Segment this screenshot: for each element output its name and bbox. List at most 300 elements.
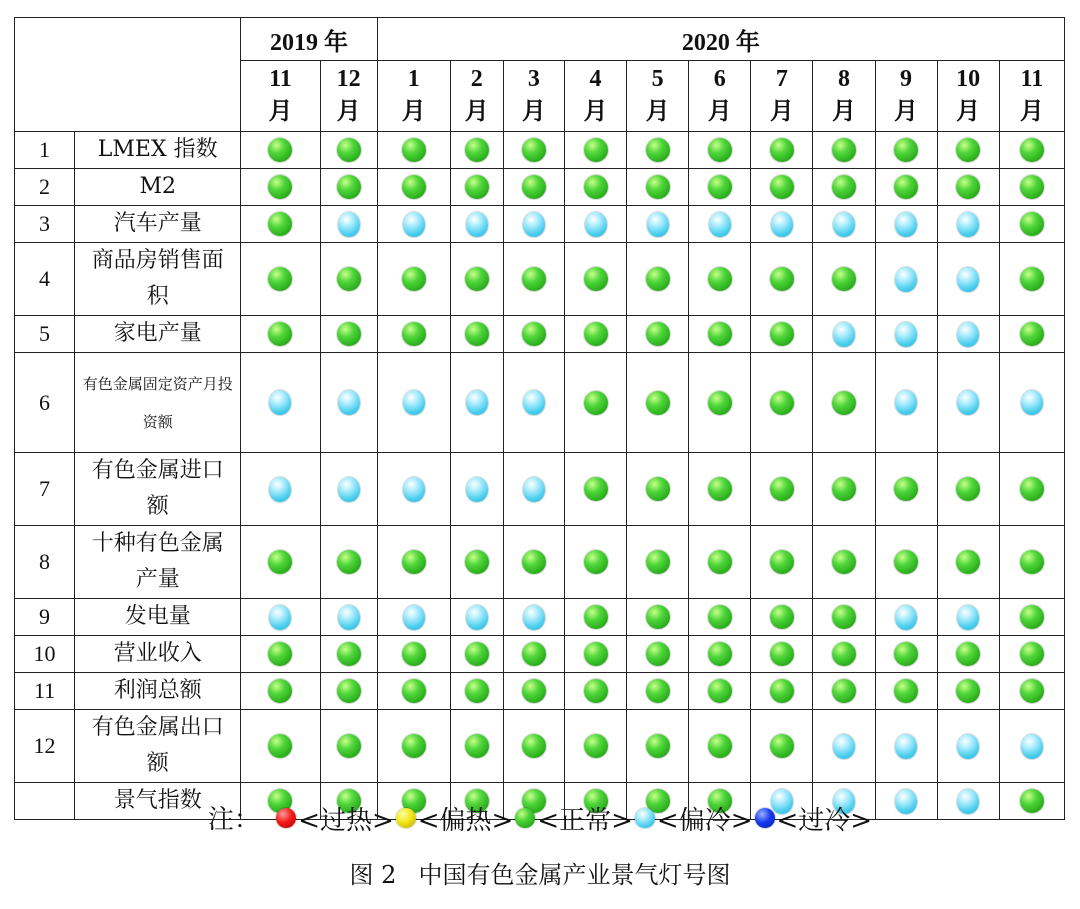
signal-cell — [937, 243, 999, 316]
month-number: 9 — [900, 66, 913, 92]
month-header — [450, 61, 503, 132]
signal-light-normal-icon — [956, 679, 980, 703]
month-header — [320, 61, 377, 132]
signal-light-normal-icon — [832, 679, 856, 703]
signal-cell — [875, 710, 937, 783]
month-header — [751, 61, 813, 132]
row-number: 2 — [15, 169, 75, 206]
signal-cell — [241, 599, 320, 636]
signal-cell — [241, 526, 320, 599]
table-row — [15, 526, 1065, 599]
signal-light-normal-icon — [1020, 212, 1044, 236]
signal-light-normal-icon — [646, 734, 670, 758]
signal-light-normal-icon — [894, 138, 918, 162]
signal-light-normal-icon — [522, 138, 546, 162]
indicator-name-text: 家电产量 — [113, 321, 202, 346]
signal-cell — [377, 206, 450, 243]
row-number: 1 — [15, 132, 75, 169]
signal-light-normal-icon — [584, 605, 608, 629]
signal-light-normal-icon — [956, 642, 980, 666]
signal-light-normal-icon — [402, 138, 426, 162]
indicator-name-text: 汽车产量 — [113, 211, 202, 236]
indicator-name — [75, 353, 241, 453]
indicator-name — [75, 599, 241, 636]
signal-cell — [564, 599, 626, 636]
signal-cell — [320, 710, 377, 783]
signal-cell — [875, 353, 937, 453]
signal-light-normal-icon — [646, 642, 670, 666]
signal-cell — [564, 243, 626, 316]
signal-cell — [503, 206, 564, 243]
signal-light-normal-icon — [1020, 679, 1044, 703]
legend-normal-dot-icon — [515, 808, 535, 828]
signal-light-cool-icon — [833, 322, 855, 347]
legend-hot-dot-icon — [276, 808, 296, 828]
signal-light-cool-icon — [403, 477, 425, 502]
signal-cell — [241, 453, 320, 526]
month-unit: 月 — [1019, 99, 1044, 125]
signal-cell — [564, 206, 626, 243]
signal-light-normal-icon — [268, 734, 292, 758]
month-unit: 月 — [268, 99, 293, 125]
signal-cell — [503, 636, 564, 673]
indicator-name-text: 景气指数 — [113, 788, 202, 813]
month-header — [241, 61, 320, 132]
signal-light-normal-icon — [1020, 322, 1044, 346]
signal-cell — [751, 710, 813, 783]
month-header — [875, 61, 937, 132]
signal-light-normal-icon — [584, 679, 608, 703]
signal-light-cool-icon — [833, 212, 855, 237]
table-row — [15, 243, 1065, 316]
signal-light-normal-icon — [832, 138, 856, 162]
signal-light-cool-icon — [523, 390, 545, 415]
signal-light-normal-icon — [708, 267, 732, 291]
signal-light-normal-icon — [584, 550, 608, 574]
legend-label: <偏冷> — [656, 805, 753, 836]
month-unit: 月 — [464, 99, 489, 125]
signal-cell — [751, 316, 813, 353]
indicator-name-text: 有色金属进口额 — [91, 458, 224, 519]
table-row — [15, 316, 1065, 353]
signal-light-cool-icon — [466, 605, 488, 630]
signal-light-normal-icon — [894, 175, 918, 199]
signal-cell — [937, 526, 999, 599]
figure-caption — [0, 855, 1080, 890]
signal-light-normal-icon — [770, 605, 794, 629]
signal-cell — [875, 673, 937, 710]
signal-cell — [320, 243, 377, 316]
signal-cell — [689, 353, 751, 453]
month-unit: 月 — [894, 99, 919, 125]
signal-light-normal-icon — [832, 642, 856, 666]
signal-light-normal-icon — [584, 175, 608, 199]
indicator-name — [75, 206, 241, 243]
signal-light-normal-icon — [646, 391, 670, 415]
signal-cell — [689, 710, 751, 783]
signal-cell — [627, 526, 689, 599]
month-header — [627, 61, 689, 132]
figure-label: 图 2 — [349, 861, 397, 889]
signal-light-normal-icon — [337, 138, 361, 162]
signal-cell — [450, 316, 503, 353]
signal-cell — [627, 206, 689, 243]
signal-light-cool-icon — [269, 605, 291, 630]
signal-cell — [937, 132, 999, 169]
signal-cell — [450, 243, 503, 316]
signal-cell — [999, 169, 1064, 206]
signal-cell — [751, 599, 813, 636]
signal-light-normal-icon — [268, 267, 292, 291]
signal-cell — [564, 132, 626, 169]
signal-light-cool-icon — [895, 322, 917, 347]
signal-light-normal-icon — [522, 175, 546, 199]
year-header-row — [15, 18, 1065, 61]
signal-light-normal-icon — [770, 267, 794, 291]
signal-cell — [320, 526, 377, 599]
indicator-name — [75, 710, 241, 783]
signal-cell — [320, 353, 377, 453]
signal-light-cool-icon — [957, 734, 979, 759]
signal-light-normal-icon — [770, 642, 794, 666]
indicator-name — [75, 453, 241, 526]
signal-light-normal-icon — [708, 734, 732, 758]
signal-light-cool-icon — [269, 477, 291, 502]
signal-cell — [813, 526, 875, 599]
signal-light-normal-icon — [956, 477, 980, 501]
table-row — [15, 673, 1065, 710]
signal-cell — [813, 206, 875, 243]
signal-cell — [450, 526, 503, 599]
signal-light-normal-icon — [268, 138, 292, 162]
signal-cell — [450, 453, 503, 526]
signal-cell — [450, 169, 503, 206]
legend-cool-dot-icon — [635, 808, 655, 828]
signal-cell — [875, 132, 937, 169]
signal-cell — [503, 353, 564, 453]
signal-cell — [627, 453, 689, 526]
table-row — [15, 710, 1065, 783]
signal-cell — [503, 453, 564, 526]
signal-light-cool-icon — [771, 212, 793, 237]
month-unit: 月 — [401, 99, 426, 125]
indicator-name — [75, 169, 241, 206]
signal-light-normal-icon — [770, 322, 794, 346]
signal-light-cool-icon — [338, 605, 360, 630]
signal-light-normal-icon — [584, 642, 608, 666]
signal-cell — [241, 169, 320, 206]
table-row — [15, 636, 1065, 673]
signal-cell — [503, 526, 564, 599]
signal-light-normal-icon — [770, 477, 794, 501]
signal-cell — [751, 243, 813, 316]
signal-cell — [241, 316, 320, 353]
signal-light-normal-icon — [770, 679, 794, 703]
year-2020-header: 2020 年 — [377, 18, 1064, 61]
signal-light-normal-icon — [646, 477, 670, 501]
signal-table — [14, 17, 1065, 820]
month-number: 11 — [1020, 66, 1044, 92]
legend-item-cool — [633, 800, 753, 837]
signal-light-cool-icon — [403, 212, 425, 237]
signal-light-cool-icon — [709, 212, 731, 237]
signal-light-normal-icon — [584, 138, 608, 162]
signal-cell — [320, 636, 377, 673]
indicator-name-text: 发电量 — [124, 604, 191, 629]
signal-cell — [875, 316, 937, 353]
signal-cell — [377, 353, 450, 453]
row-number: 11 — [15, 673, 75, 710]
signal-cell — [751, 673, 813, 710]
signal-cell — [564, 353, 626, 453]
signal-cell — [320, 599, 377, 636]
signal-cell — [813, 316, 875, 353]
signal-light-cool-icon — [338, 390, 360, 415]
signal-light-cool-icon — [895, 212, 917, 237]
month-unit: 月 — [769, 99, 794, 125]
signal-cell — [751, 206, 813, 243]
signal-light-normal-icon — [708, 605, 732, 629]
signal-cell — [689, 316, 751, 353]
signal-cell — [564, 316, 626, 353]
signal-light-normal-icon — [465, 138, 489, 162]
table-row — [15, 169, 1065, 206]
signal-light-normal-icon — [268, 175, 292, 199]
signal-cell — [564, 453, 626, 526]
signal-cell — [999, 453, 1064, 526]
signal-cell — [627, 169, 689, 206]
signal-cell — [627, 710, 689, 783]
signal-light-normal-icon — [522, 550, 546, 574]
indicator-name-text: 利润总额 — [113, 678, 202, 703]
month-unit: 月 — [521, 99, 546, 125]
signal-light-normal-icon — [832, 267, 856, 291]
signal-light-normal-icon — [268, 550, 292, 574]
signal-light-normal-icon — [337, 175, 361, 199]
signal-light-normal-icon — [1020, 477, 1044, 501]
signal-light-normal-icon — [465, 267, 489, 291]
signal-cell — [241, 673, 320, 710]
signal-light-normal-icon — [1020, 605, 1044, 629]
signal-cell — [503, 243, 564, 316]
signal-light-cool-icon — [585, 212, 607, 237]
signal-light-normal-icon — [708, 391, 732, 415]
legend-label: <过冷> — [776, 805, 873, 836]
legend-warm-dot-icon — [396, 808, 416, 828]
signal-light-cool-icon — [523, 477, 545, 502]
signal-cell — [813, 710, 875, 783]
signal-cell — [813, 453, 875, 526]
row-number: 3 — [15, 206, 75, 243]
legend-prefix: 注： — [207, 805, 260, 835]
signal-light-normal-icon — [402, 679, 426, 703]
signal-cell — [503, 710, 564, 783]
month-number: 12 — [336, 66, 361, 92]
indicator-name-text: 有色金属固定资产月投资额 — [82, 374, 233, 431]
signal-cell — [564, 710, 626, 783]
signal-light-cool-icon — [1021, 734, 1043, 759]
signal-cell — [689, 526, 751, 599]
signal-cell — [751, 353, 813, 453]
signal-cell — [320, 132, 377, 169]
signal-light-normal-icon — [770, 391, 794, 415]
signal-cell — [689, 206, 751, 243]
signal-light-normal-icon — [708, 642, 732, 666]
signal-light-normal-icon — [337, 734, 361, 758]
signal-light-cool-icon — [466, 390, 488, 415]
signal-light-normal-icon — [337, 642, 361, 666]
signal-cell — [813, 132, 875, 169]
month-header — [689, 61, 751, 132]
signal-light-normal-icon — [522, 679, 546, 703]
signal-light-normal-icon — [584, 734, 608, 758]
signal-cell — [627, 673, 689, 710]
row-number: 7 — [15, 453, 75, 526]
signal-cell — [689, 169, 751, 206]
signal-light-normal-icon — [770, 138, 794, 162]
signal-cell — [875, 599, 937, 636]
signal-light-cool-icon — [957, 212, 979, 237]
signal-light-normal-icon — [646, 138, 670, 162]
table-row — [15, 206, 1065, 243]
signal-light-normal-icon — [770, 550, 794, 574]
month-unit: 月 — [336, 99, 361, 125]
signal-cell — [564, 169, 626, 206]
month-number: 11 — [269, 66, 292, 92]
signal-light-cool-icon — [466, 212, 488, 237]
signal-cell — [937, 316, 999, 353]
month-unit: 月 — [707, 99, 732, 125]
month-number: 10 — [956, 66, 981, 92]
indicator-name-text: 商品房销售面积 — [91, 248, 224, 309]
signal-cell — [875, 526, 937, 599]
table-row — [15, 599, 1065, 636]
signal-cell — [689, 453, 751, 526]
signal-cell — [999, 673, 1064, 710]
row-number: 6 — [15, 353, 75, 453]
signal-cell — [320, 169, 377, 206]
month-number: 6 — [713, 66, 726, 92]
signal-light-cool-icon — [957, 322, 979, 347]
month-unit: 月 — [583, 99, 608, 125]
month-header — [937, 61, 999, 132]
signal-light-normal-icon — [708, 477, 732, 501]
signal-light-cool-icon — [957, 605, 979, 630]
signal-cell — [564, 673, 626, 710]
signal-cell — [875, 169, 937, 206]
legend-cold-dot-icon — [755, 808, 775, 828]
table-body — [15, 132, 1065, 820]
signal-light-cool-icon — [403, 605, 425, 630]
signal-cell — [813, 673, 875, 710]
signal-light-normal-icon — [646, 267, 670, 291]
table-row — [15, 453, 1065, 526]
signal-light-normal-icon — [646, 679, 670, 703]
signal-cell — [937, 453, 999, 526]
signal-light-cool-icon — [466, 477, 488, 502]
signal-cell — [999, 599, 1064, 636]
signal-light-normal-icon — [1020, 642, 1044, 666]
signal-cell — [689, 132, 751, 169]
row-number: 8 — [15, 526, 75, 599]
month-number: 3 — [527, 66, 540, 92]
signal-cell — [999, 206, 1064, 243]
signal-cell — [377, 453, 450, 526]
signal-cell — [627, 353, 689, 453]
signal-light-normal-icon — [465, 642, 489, 666]
signal-light-normal-icon — [402, 267, 426, 291]
signal-light-normal-icon — [584, 267, 608, 291]
signal-cell — [999, 243, 1064, 316]
signal-cell — [377, 710, 450, 783]
signal-light-normal-icon — [584, 477, 608, 501]
signal-cell — [450, 353, 503, 453]
month-header — [503, 61, 564, 132]
signal-cell — [937, 206, 999, 243]
signal-cell — [813, 636, 875, 673]
signal-light-cool-icon — [647, 212, 669, 237]
legend-item-warm — [394, 800, 514, 837]
signal-light-normal-icon — [402, 734, 426, 758]
signal-cell — [813, 243, 875, 316]
signal-light-normal-icon — [402, 175, 426, 199]
signal-cell — [503, 316, 564, 353]
signal-cell — [450, 710, 503, 783]
signal-cell — [320, 453, 377, 526]
signal-light-normal-icon — [584, 322, 608, 346]
signal-cell — [564, 636, 626, 673]
year-2019-header: 2019 年 — [241, 18, 377, 61]
indicator-name — [75, 132, 241, 169]
signal-light-cool-icon — [895, 390, 917, 415]
signal-cell — [875, 453, 937, 526]
signal-cell — [241, 353, 320, 453]
indicator-name — [75, 526, 241, 599]
signal-cell — [241, 132, 320, 169]
signal-cell — [937, 710, 999, 783]
signal-light-normal-icon — [1020, 175, 1044, 199]
signal-light-normal-icon — [832, 550, 856, 574]
signal-light-cool-icon — [833, 734, 855, 759]
month-header — [813, 61, 875, 132]
signal-cell — [320, 673, 377, 710]
signal-light-normal-icon — [522, 322, 546, 346]
signal-cell — [377, 169, 450, 206]
signal-cell — [241, 206, 320, 243]
signal-cell — [999, 526, 1064, 599]
legend-label: <过热> — [298, 805, 394, 836]
signal-light-normal-icon — [337, 550, 361, 574]
indicator-name — [75, 673, 241, 710]
signal-cell — [450, 599, 503, 636]
legend — [0, 799, 1080, 837]
legend-label: <偏热> — [417, 805, 514, 836]
signal-cell — [937, 599, 999, 636]
signal-light-normal-icon — [522, 734, 546, 758]
signal-cell — [450, 206, 503, 243]
signal-cell — [813, 353, 875, 453]
signal-cell — [627, 636, 689, 673]
signal-cell — [751, 132, 813, 169]
signal-cell — [320, 206, 377, 243]
month-unit: 月 — [831, 99, 856, 125]
signal-light-cool-icon — [403, 390, 425, 415]
signal-light-normal-icon — [268, 642, 292, 666]
signal-cell — [564, 526, 626, 599]
signal-cell — [503, 132, 564, 169]
signal-light-normal-icon — [832, 175, 856, 199]
signal-light-cool-icon — [895, 605, 917, 630]
